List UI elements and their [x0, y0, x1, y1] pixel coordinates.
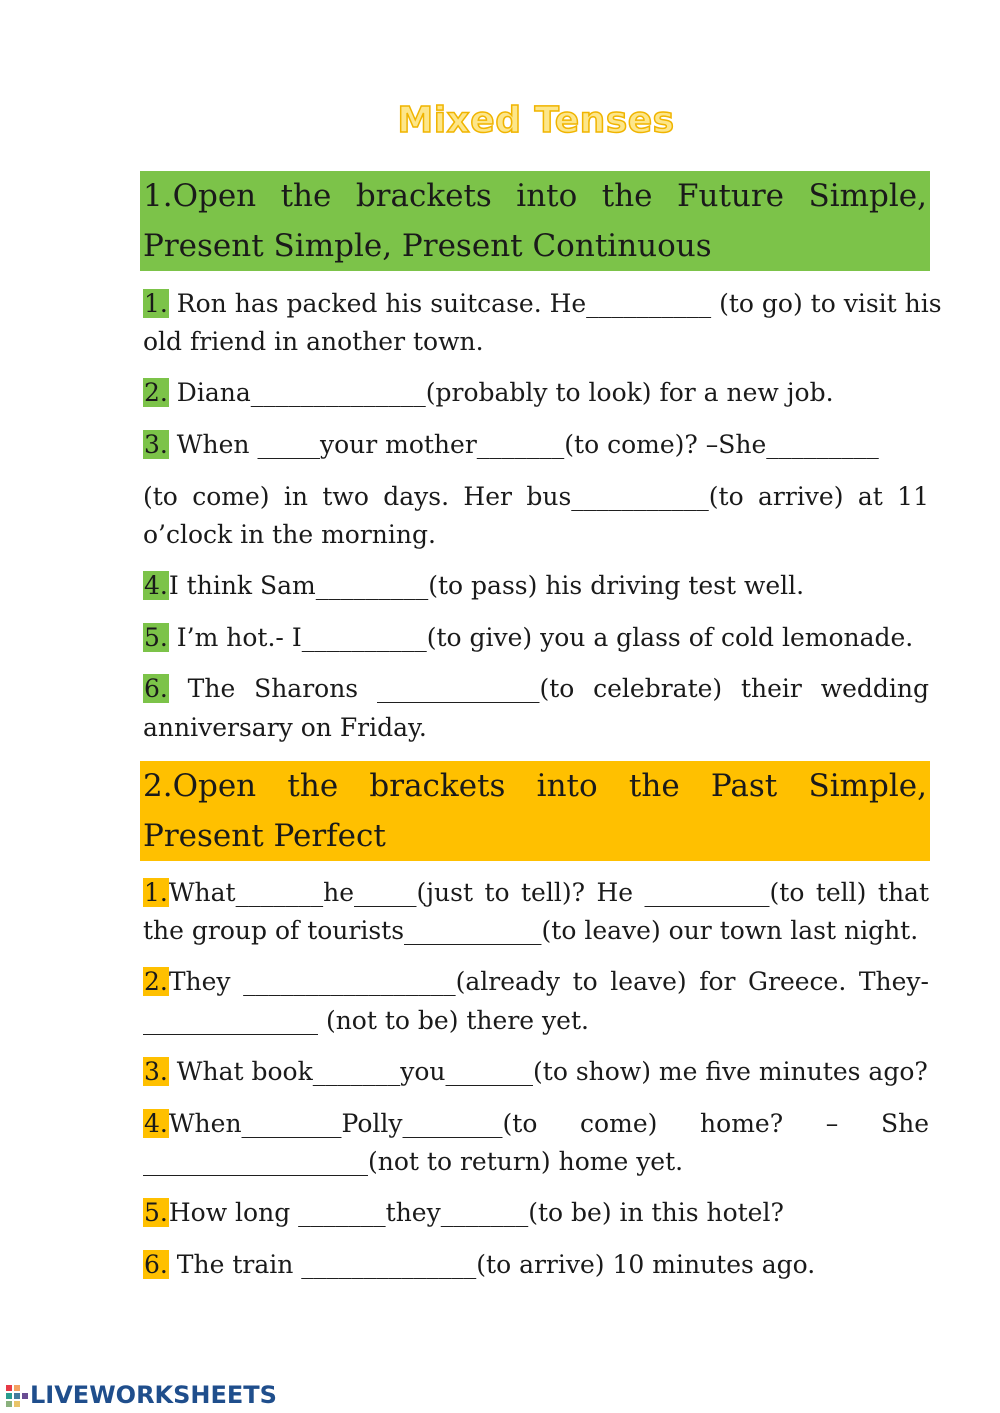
s2-q1-line2: the group of tourists___________(to leave) our town last night.: [143, 916, 919, 945]
s1-q1-number: 1.: [144, 289, 168, 318]
s1-q3-line1: [143, 425, 929, 464]
page-title: Mixed Tenses: [397, 100, 675, 141]
footer-brand[interactable]: [6, 1381, 277, 1409]
s2-q6-line1: [143, 1245, 929, 1284]
s1-q3-number: 3.: [144, 430, 168, 459]
s1-q5-number: 5.: [144, 623, 168, 652]
s1-q3-line2: (to come) in two days. Her bus___________(to arrive) at 11: [143, 482, 929, 511]
s2-q3-number: 3.: [144, 1057, 168, 1086]
s2-q3-line1: [143, 1052, 929, 1091]
s2-q4-text: When________Polly________(to come) home? – She: [168, 1109, 929, 1138]
s2-q6-text: The train ______________(to arrive) 10 minutes ago.: [168, 1250, 816, 1279]
s1-q6-number: 6.: [144, 674, 168, 703]
s1-q1-line1: [143, 284, 942, 323]
s2-q4-line1: [143, 1104, 929, 1143]
s2-q2-line1: [143, 962, 929, 1001]
s1-q5-line1: [143, 618, 929, 657]
s2-q3-text: What book_______you_______(to show) me five minutes ago?: [168, 1057, 928, 1086]
s1-q2-line1: [143, 373, 929, 412]
s2-q1-number: 1.: [144, 878, 168, 907]
s2-q4-line2: __________________(not to return) home yet.: [143, 1147, 684, 1176]
s1-q3-line3: o’clock in the morning.: [143, 520, 436, 549]
s1-q4-text: I think Sam_________(to pass) his driving test well.: [168, 571, 805, 600]
s1-q1-line2: old friend in another town.: [143, 327, 484, 356]
s1-q4-number: 4.: [144, 571, 168, 600]
s1-q3-text: When _____your mother_______(to come)? –She_________: [168, 430, 879, 459]
s2-q6-number: 6.: [144, 1250, 168, 1279]
s1-q2-text: Diana______________(probably to look) for a new job.: [168, 378, 834, 407]
s2-q4-number: 4.: [144, 1109, 168, 1138]
s2-q1-text: What_______he_____(just to tell)? He __________(to tell) that: [168, 878, 929, 907]
s1-q6-text: The Sharons _____________(to celebrate) their wedding: [168, 674, 929, 703]
s1-q6-line2: anniversary on Friday.: [143, 713, 427, 742]
s2-q2-number: 2.: [144, 967, 168, 996]
s1-q1-text: Ron has packed his suitcase. He__________ (to go) to visit his: [168, 289, 942, 318]
s1-q6-line1: [143, 669, 929, 708]
s1-q2-number: 2.: [144, 378, 168, 407]
s2-q5-number: 5.: [144, 1198, 168, 1227]
s1-q5-text: I’m hot.- I__________(to give) you a glass of cold lemonade.: [168, 623, 914, 652]
section2-heading: 2.Open the brackets into the Past Simple, Present Perfect: [140, 761, 930, 861]
s2-q2-line2: ______________ (not to be) there yet.: [143, 1006, 589, 1035]
s1-q4-line1: [143, 566, 929, 605]
footer-brand-text: LIVEWORKSHEETS: [30, 1381, 277, 1409]
s2-q5-text: How long _______they_______(to be) in this hotel?: [168, 1198, 784, 1227]
liveworksheets-logo-icon: [6, 1383, 28, 1407]
s2-q5-line1: [143, 1193, 929, 1232]
s2-q2-text: They _________________(already to leave) for Greece. They-: [168, 967, 929, 996]
section1-heading: 1.Open the brackets into the Future Simple, Present Simple, Present Continuous: [140, 171, 930, 271]
s2-q1-line1: [143, 873, 929, 912]
